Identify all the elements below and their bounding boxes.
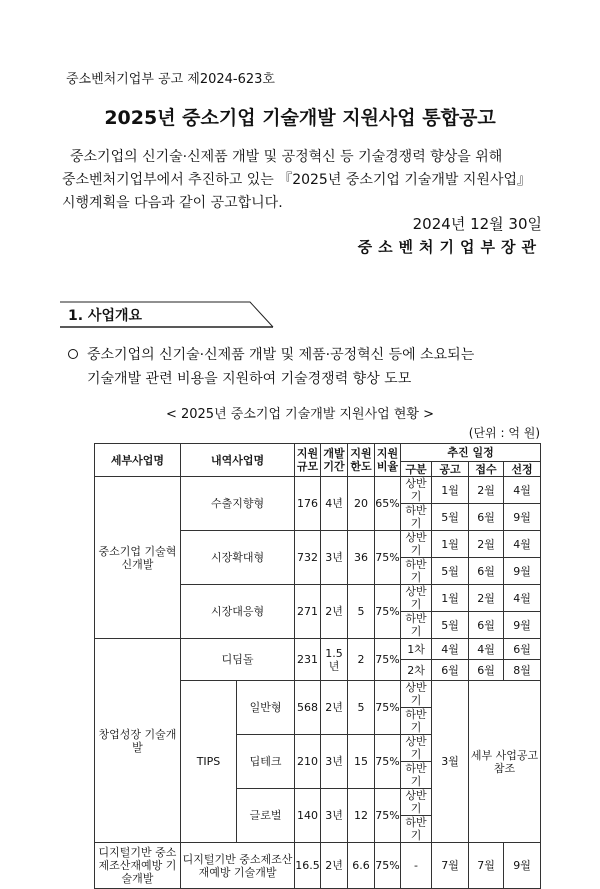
document-title: 2025년 중소기업 기술개발 지원사업 통합공고 <box>104 107 496 129</box>
period-cell: 3년 <box>321 789 348 843</box>
subprogram-name: 시장확대형 <box>181 531 295 585</box>
limit-cell: 20 <box>348 477 375 531</box>
select-cell: 6월 <box>504 639 541 660</box>
header-round: 구분 <box>401 462 432 477</box>
announcement-date: 2024년 12월 30일 <box>412 215 542 233</box>
select-cell: 9월 <box>504 843 541 889</box>
period-cell: 2년 <box>321 843 348 889</box>
tips-note: 세부 사업공고 참조 <box>469 681 541 843</box>
budget-cell: 16.5 <box>295 843 321 889</box>
subprogram-name: 글로벌 <box>237 789 295 843</box>
section-title: 1. 사업개요 <box>68 308 143 324</box>
ratio-cell: 75% <box>375 639 401 681</box>
select-cell: 9월 <box>504 504 541 531</box>
ratio-cell: 75% <box>375 843 401 889</box>
header-limit: 지원 한도 <box>348 444 375 477</box>
round-cell: 1차 <box>401 639 432 660</box>
intro-line-3: 시행계획을 다음과 같이 공고합니다. <box>62 195 283 211</box>
subprogram-name: 디지털기반 중소제조산재예방 기술개발 <box>181 843 295 889</box>
ratio-cell: 75% <box>375 681 401 735</box>
announce-cell: 5월 <box>432 558 469 585</box>
intro-paragraph <box>62 146 552 215</box>
round-cell: 하반기 <box>401 558 432 585</box>
round-cell: 하반기 <box>401 708 432 735</box>
receipt-cell: 2월 <box>469 585 504 612</box>
ratio-cell: 65% <box>375 477 401 531</box>
round-cell: 하반기 <box>401 816 432 843</box>
intro-line-2: 중소벤처기업부에서 추진하고 있는 『2025년 중소기업 기술개발 지원사업』 <box>62 172 532 188</box>
receipt-cell: 2월 <box>469 531 504 558</box>
budget-cell: 231 <box>295 639 321 681</box>
period-cell: 4년 <box>321 477 348 531</box>
receipt-cell: 2월 <box>469 477 504 504</box>
header-period: 개발 기간 <box>321 444 348 477</box>
header-select: 선정 <box>504 462 541 477</box>
program-name: 창업성장 기술개발 <box>95 639 181 843</box>
subprogram-name: 수출지향형 <box>181 477 295 531</box>
round-cell: 하반기 <box>401 762 432 789</box>
receipt-cell: 6월 <box>469 612 504 639</box>
budget-cell: 176 <box>295 477 321 531</box>
table-title: < 2025년 중소기업 기술개발 지원사업 현황 > <box>165 407 435 422</box>
announce-cell: 7월 <box>432 843 469 889</box>
select-cell: 4월 <box>504 477 541 504</box>
round-cell: 상반기 <box>401 585 432 612</box>
issuer: 중소벤처기업부장관 <box>357 238 542 256</box>
summary-line-1: 중소기업의 신기술·신제품 개발 및 제품·공정혁신 등에 소요되는 <box>87 347 475 363</box>
table-row <box>95 843 541 889</box>
header-subprogram: 내역사업명 <box>181 444 295 477</box>
round-cell: 상반기 <box>401 477 432 504</box>
table-row <box>95 639 541 660</box>
subprogram-name: 딥테크 <box>237 735 295 789</box>
limit-cell: 5 <box>348 585 375 639</box>
ratio-cell: 75% <box>375 531 401 585</box>
period-cell: 2년 <box>321 681 348 735</box>
budget-cell: 140 <box>295 789 321 843</box>
limit-cell: 36 <box>348 531 375 585</box>
announce-cell: 4월 <box>432 639 469 660</box>
round-cell: 상반기 <box>401 789 432 816</box>
announce-cell: 5월 <box>432 612 469 639</box>
round-cell: 하반기 <box>401 504 432 531</box>
receipt-cell: 6월 <box>469 558 504 585</box>
notice-number: 중소벤처기업부 공고 제2024-623호 <box>66 72 275 87</box>
subprogram-name: 디딤돌 <box>181 639 295 681</box>
announce-cell: 5월 <box>432 504 469 531</box>
period-cell: 3년 <box>321 735 348 789</box>
tips-label: TIPS <box>181 681 237 843</box>
budget-cell: 732 <box>295 531 321 585</box>
header-program: 세부사업명 <box>95 444 181 477</box>
table-unit: (단위 : 억 원) <box>468 426 540 440</box>
period-cell: 1.5년 <box>321 639 348 681</box>
period-cell: 2년 <box>321 585 348 639</box>
ratio-cell: 75% <box>375 735 401 789</box>
round-cell: - <box>401 843 432 889</box>
limit-cell: 2 <box>348 639 375 681</box>
round-cell: 상반기 <box>401 681 432 708</box>
limit-cell: 15 <box>348 735 375 789</box>
header-budget: 지원 규모 <box>295 444 321 477</box>
announce-cell: 1월 <box>432 477 469 504</box>
announce-cell: 1월 <box>432 531 469 558</box>
header-ratio: 지원 비율 <box>375 444 401 477</box>
ratio-cell: 75% <box>375 585 401 639</box>
select-cell: 8월 <box>504 660 541 681</box>
receipt-cell: 6월 <box>469 660 504 681</box>
program-table <box>94 443 541 889</box>
select-cell: 9월 <box>504 558 541 585</box>
header-receipt: 접수 <box>469 462 504 477</box>
limit-cell: 6.6 <box>348 843 375 889</box>
header-schedule: 추진 일정 <box>401 444 541 462</box>
program-name: 중소기업 기술혁신개발 <box>95 477 181 639</box>
receipt-cell: 7월 <box>469 843 504 889</box>
round-cell: 상반기 <box>401 735 432 762</box>
select-cell: 9월 <box>504 612 541 639</box>
limit-cell: 12 <box>348 789 375 843</box>
budget-cell: 210 <box>295 735 321 789</box>
receipt-cell: 6월 <box>469 504 504 531</box>
receipt-cell: 4월 <box>469 639 504 660</box>
tips-announce: 3월 <box>432 681 469 843</box>
budget-cell: 271 <box>295 585 321 639</box>
limit-cell: 5 <box>348 681 375 735</box>
round-cell: 2차 <box>401 660 432 681</box>
budget-cell: 568 <box>295 681 321 735</box>
ratio-cell: 75% <box>375 789 401 843</box>
announce-cell: 6월 <box>432 660 469 681</box>
intro-line-1: 중소기업의 신기술·신제품 개발 및 공정혁신 등 기술경쟁력 향상을 위해 <box>70 149 503 165</box>
subprogram-name: 시장대응형 <box>181 585 295 639</box>
announce-cell: 1월 <box>432 585 469 612</box>
header-announce: 공고 <box>432 462 469 477</box>
program-name: 디지털기반 중소제조산재예방 기술개발 <box>95 843 181 889</box>
period-cell: 3년 <box>321 531 348 585</box>
table-row <box>95 477 541 504</box>
round-cell: 하반기 <box>401 612 432 639</box>
round-cell: 상반기 <box>401 531 432 558</box>
bullet-circle-icon <box>68 349 78 359</box>
select-cell: 4월 <box>504 585 541 612</box>
select-cell: 4월 <box>504 531 541 558</box>
subprogram-name: 일반형 <box>237 681 295 735</box>
summary-line-2: 기술개발 관련 비용을 지원하여 기술경쟁력 향상 도모 <box>87 371 412 387</box>
